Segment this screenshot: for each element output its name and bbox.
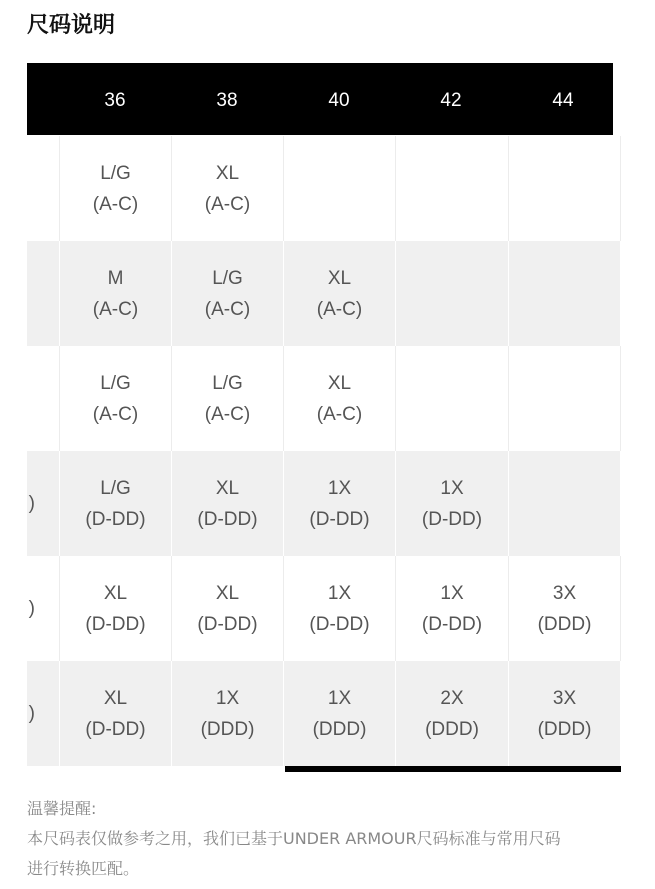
cell-cup: (A-C) [204,403,251,425]
cell-cup: (A-C) [316,403,363,425]
cell-size: 1X [327,582,352,604]
cell-cup: (DDD) [537,613,592,635]
cell-cup: (A-C) [92,403,139,425]
table-cell [284,136,396,241]
table-row [27,136,621,241]
table-cell [60,136,172,241]
cell-cup: (A-C) [204,298,251,320]
header-cell-42: 42 [440,90,462,111]
size-chart-table [27,63,621,773]
cell-cup: (DDD) [312,718,367,740]
cell-cup: (DDD) [537,718,592,740]
table-cell [27,451,60,556]
table-cell [172,136,284,241]
table-cell [27,556,60,661]
notes-body-line-2: 进行转换匹配。 [27,859,140,878]
cell-size: L/G [100,372,131,394]
notes-heading: 温馨提醒: [27,799,97,818]
cell-size: L/G [100,162,131,184]
table-cell [509,346,621,451]
table-cell [27,661,60,766]
table-cell [396,556,509,661]
header-cell-38: 38 [216,90,238,111]
table-cell [60,346,172,451]
page-title: 尺码说明 [27,13,116,38]
cell-size: XL [327,267,352,289]
table-cell [509,241,621,346]
table-cell [509,556,621,661]
table-cell [284,556,396,661]
table-cell [172,556,284,661]
cell-size: XL [215,477,240,499]
cell-size: 1X [440,582,464,604]
table-cell [27,241,60,346]
table-cell [396,661,509,766]
table-cell [172,241,284,346]
table-cell [284,241,396,346]
table-cell [60,556,172,661]
cell-cup: (D-DD) [309,613,370,635]
notes-body-line-1: 本尺码表仅做参考之用，我们已基于UNDER ARMOUR尺码标准与常用尺码 [27,829,561,848]
cell-size: XL [103,582,128,604]
cell-cup: (D-DD) [85,613,146,635]
cell-cup: ) [28,703,35,724]
table-cell [396,241,509,346]
cell-size: XL [327,372,352,394]
table-cell [60,451,172,556]
header-cell-36: 36 [104,90,126,111]
cell-size: XL [103,687,128,709]
table-cell [172,451,284,556]
cell-cup: (D-DD) [421,508,483,530]
table-row [27,346,621,451]
table-header-row [27,63,613,135]
cell-size: XL [215,162,240,184]
table-cell [284,451,396,556]
cell-cup: (D-DD) [197,508,258,530]
table-cell [172,346,284,451]
table-cell [396,136,509,241]
cell-size: XL [215,582,240,604]
horizontal-scrollbar[interactable] [285,766,621,772]
cell-size: L/G [100,477,131,499]
cell-cup: (D-DD) [309,508,370,530]
table-cell [27,346,60,451]
table-row [27,556,621,661]
cell-cup: (D-DD) [85,508,146,530]
table-cell [396,346,509,451]
table-cell [172,661,284,766]
header-cell-40: 40 [328,90,350,111]
cell-cup: (D-DD) [197,613,258,635]
cell-cup: (A-C) [92,193,139,215]
table-cell [509,661,621,766]
table-cell [396,451,509,556]
cell-cup: ) [28,493,35,514]
table-row [27,241,621,346]
table-row [27,661,621,766]
header-cell-44: 44 [552,90,574,111]
table-cell [509,136,621,241]
cell-cup: (A-C) [92,298,139,320]
size-notes [27,794,627,884]
cell-size: 1X [327,687,352,709]
cell-cup: (A-C) [316,298,363,320]
table-cell [60,661,172,766]
table-cell [509,451,621,556]
cell-size: L/G [212,372,243,394]
cell-size: L/G [212,267,243,289]
cell-size: 3X [552,687,577,709]
table-cell [284,661,396,766]
cell-size: M [107,267,124,289]
cell-size: 1X [215,687,240,709]
cell-size: 1X [440,477,464,499]
cell-size: 2X [440,687,464,709]
cell-size: 1X [327,477,352,499]
table-row [27,451,621,556]
table-cell [60,241,172,346]
cell-cup: (D-DD) [85,718,146,740]
cell-cup: (A-C) [204,193,251,215]
cell-cup: (DDD) [200,718,255,740]
table-cell [27,136,60,241]
cell-cup: (DDD) [425,718,479,740]
cell-cup: ) [28,598,35,619]
cell-size: 3X [552,582,577,604]
cell-cup: (D-DD) [421,613,483,635]
table-cell [284,346,396,451]
